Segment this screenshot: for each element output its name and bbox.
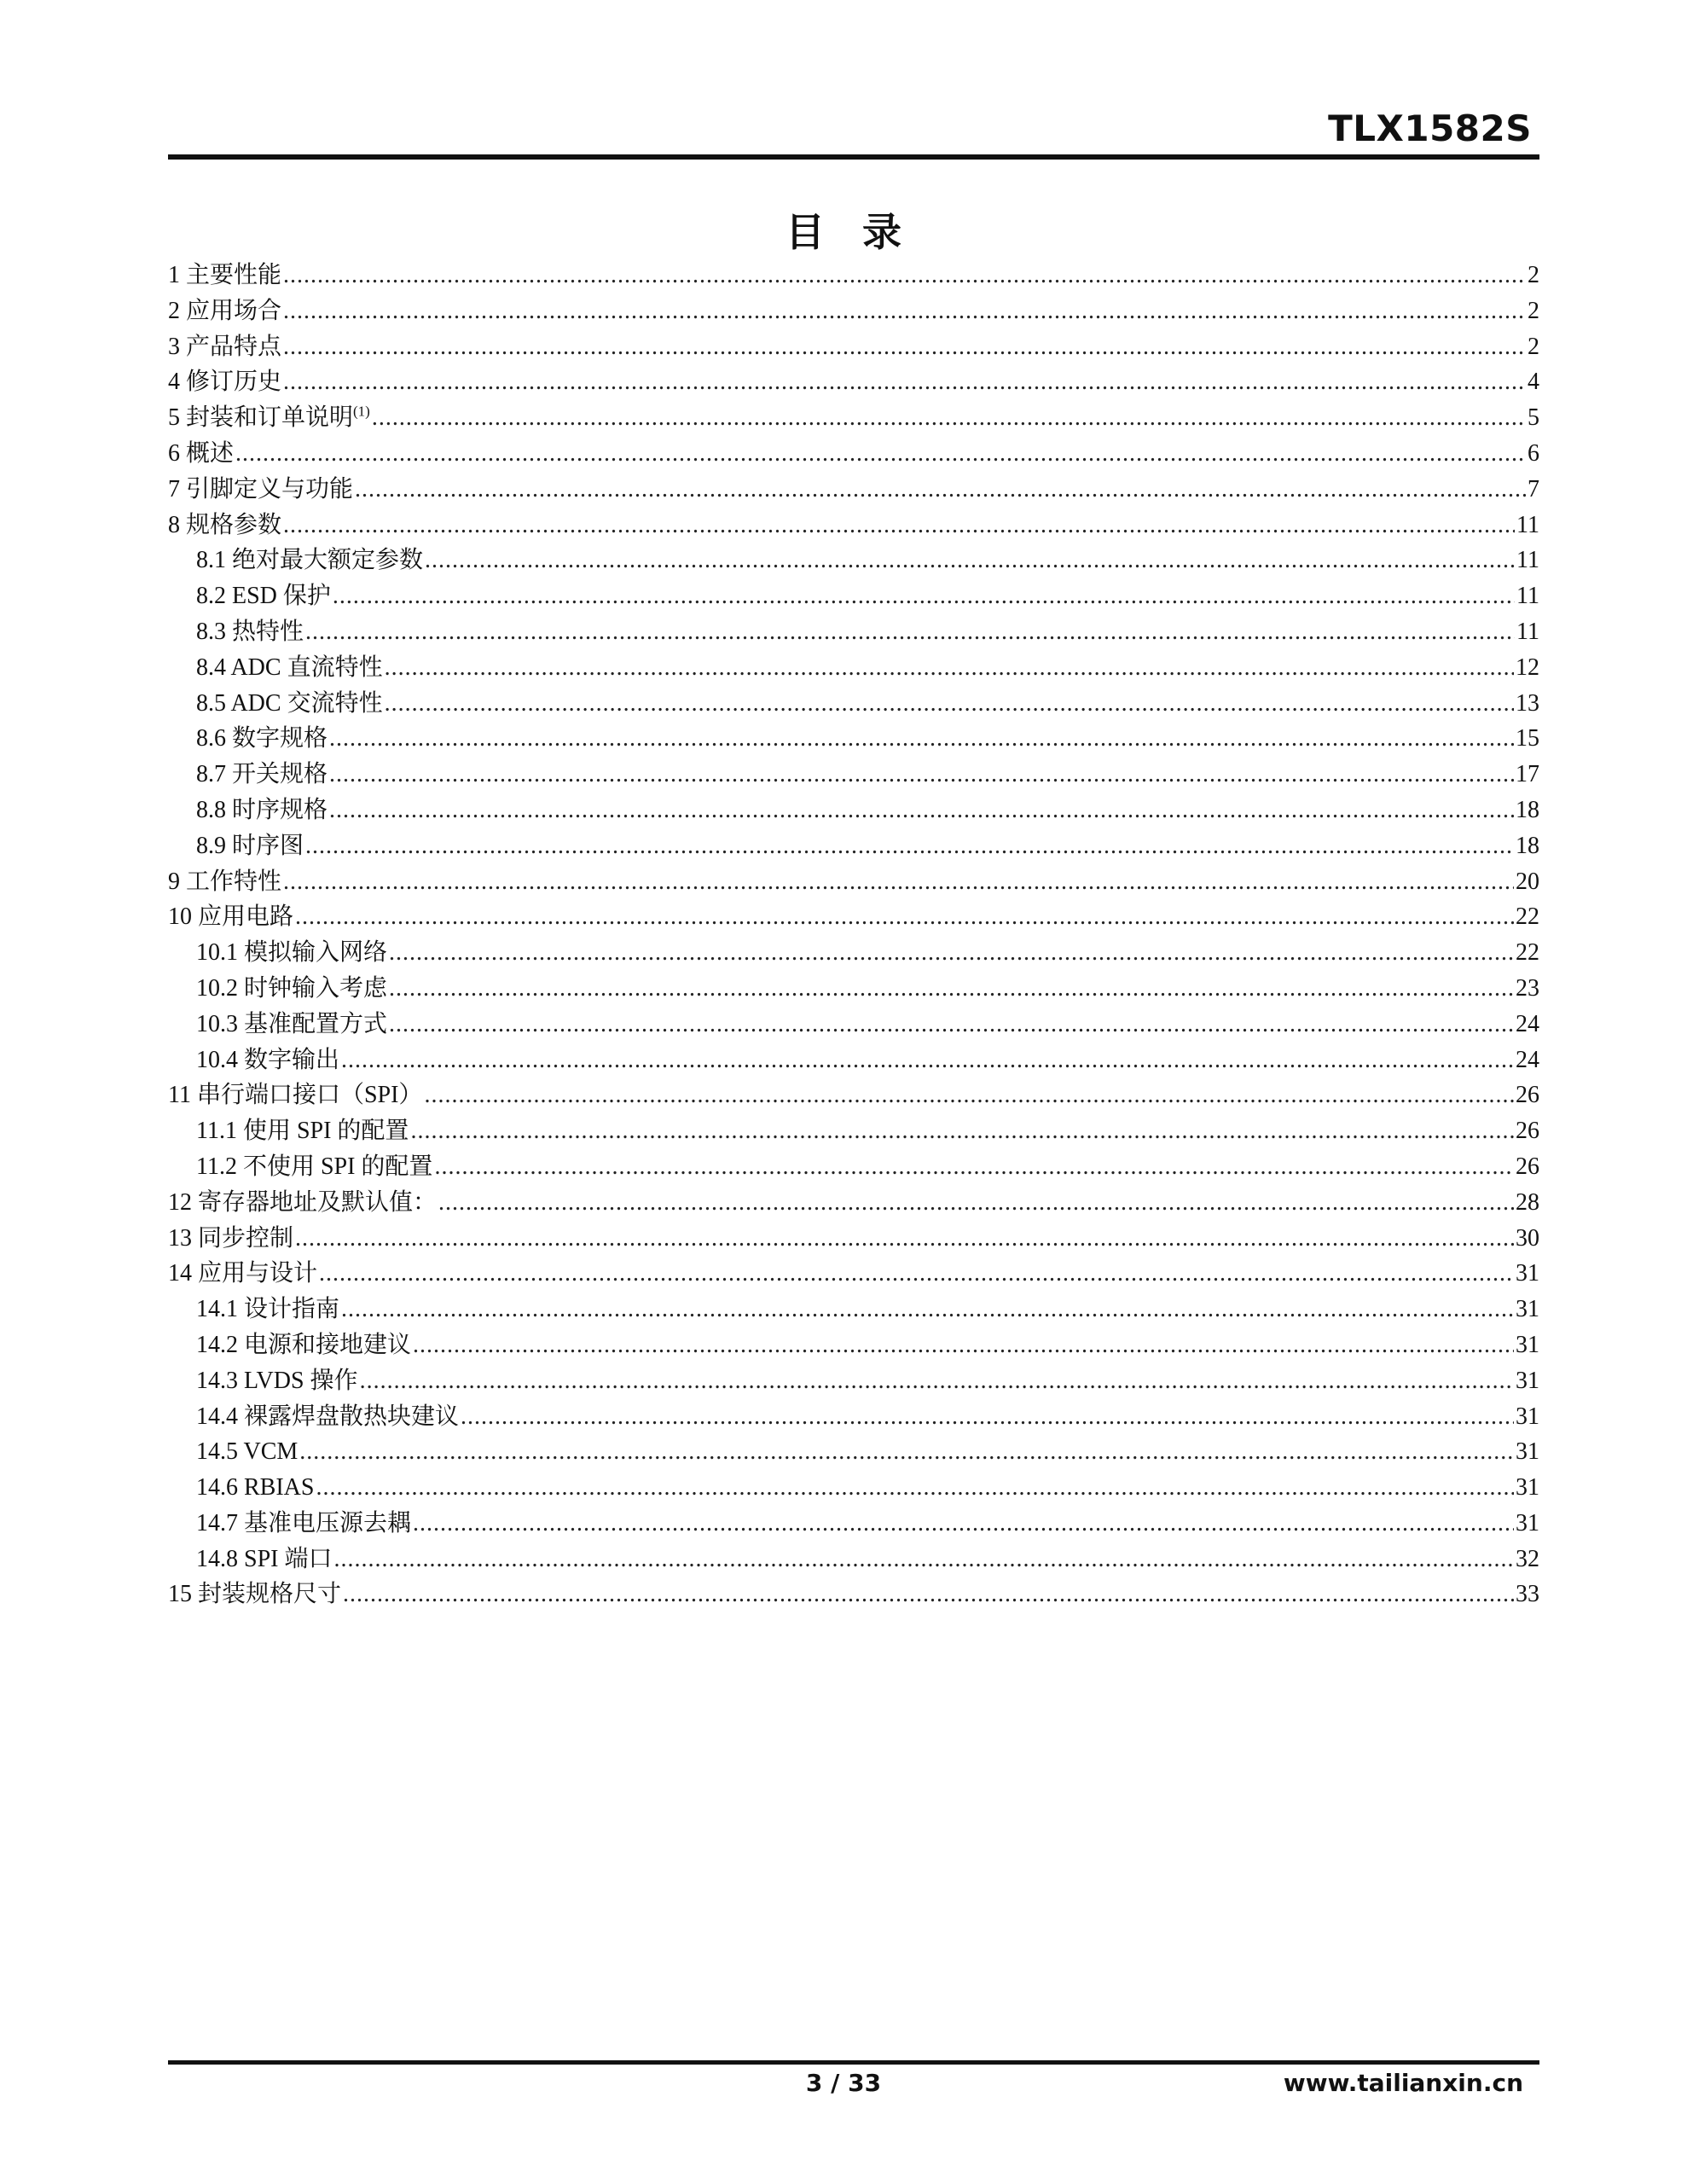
toc-dot-leader <box>283 508 1515 543</box>
toc-entry-page: 18 <box>1516 832 1539 859</box>
toc-entry-label-text: 8.9 时序图 <box>196 832 304 859</box>
toc-entry[interactable] <box>168 1007 1539 1043</box>
toc-entry-label <box>196 1470 314 1506</box>
toc-entry[interactable] <box>168 935 1539 971</box>
toc-entry-label <box>168 400 370 436</box>
toc-entry-label <box>196 1542 332 1577</box>
toc-entry[interactable] <box>168 757 1539 793</box>
toc-entry-page: 17 <box>1516 761 1539 788</box>
toc-entry-page: 31 <box>1516 1260 1539 1287</box>
toc-entry-label-text: 5 封装和订单说明 <box>168 404 354 432</box>
footer-divider <box>168 2060 1539 2065</box>
toc-dot-leader <box>295 899 1514 935</box>
toc-entry-page: 11 <box>1516 583 1539 610</box>
toc-entry-label-text: 14.3 LVDS 操作 <box>196 1367 358 1394</box>
toc-entry-page: 11 <box>1516 547 1539 574</box>
toc-entry[interactable] <box>168 793 1539 828</box>
toc-entry-page: 2 <box>1528 333 1539 360</box>
toc-entry-page: 2 <box>1528 262 1539 288</box>
toc-dot-leader <box>305 614 1515 650</box>
toc-entry-label <box>196 1506 411 1542</box>
toc-dot-leader <box>329 793 1514 828</box>
toc-entry-label-text: 11 串行端口接口（SPI） <box>168 1082 423 1109</box>
toc-entry-label-text: 2 应用场合 <box>168 297 282 324</box>
toc-dot-leader <box>343 1577 1514 1612</box>
toc-entry-label-text: 10.3 基准配置方式 <box>196 1010 388 1037</box>
toc-entry[interactable] <box>168 971 1539 1007</box>
toc-entry[interactable] <box>168 1327 1539 1363</box>
toc-entry-page: 30 <box>1516 1224 1539 1252</box>
toc-entry-page: 15 <box>1516 725 1539 752</box>
toc-dot-leader <box>299 1434 1514 1470</box>
toc-entry[interactable] <box>168 1221 1539 1257</box>
toc-dot-leader <box>434 1149 1514 1185</box>
toc-entry-label <box>168 1185 437 1221</box>
toc-entry-label <box>196 935 387 971</box>
toc-entry[interactable] <box>168 1043 1539 1078</box>
toc-entry-page: 4 <box>1528 369 1539 396</box>
toc-dot-leader <box>424 1077 1514 1113</box>
toc-entry-page: 26 <box>1516 1118 1539 1145</box>
toc-entry-page: 13 <box>1516 689 1539 717</box>
toc-entry-label-text: 14 应用与设计 <box>168 1260 318 1287</box>
toc-entry[interactable] <box>168 472 1539 508</box>
toc-entry-label <box>196 1043 339 1078</box>
toc-entry-label <box>196 757 328 793</box>
toc-entry-label <box>168 1221 293 1257</box>
toc-entry-label <box>168 1256 317 1292</box>
toc-entry-label-text: 12 寄存器地址及默认值： <box>168 1188 438 1216</box>
toc-dot-leader <box>235 436 1526 472</box>
toc-entry-page: 2 <box>1528 297 1539 324</box>
toc-entry-label-text: 8.3 热特性 <box>196 618 304 645</box>
toc-entry-page: 31 <box>1516 1438 1539 1466</box>
toc-entry[interactable] <box>168 258 1539 293</box>
toc-entry-label-text: 8.5 ADC 交流特性 <box>196 689 383 717</box>
toc-entry-label <box>168 864 281 900</box>
toc-entry-label-text: 8.8 时序规格 <box>196 796 328 823</box>
toc-entry[interactable] <box>168 1506 1539 1542</box>
toc-entry-label <box>196 1292 339 1327</box>
toc-dot-leader <box>329 721 1514 757</box>
toc-entry-page: 31 <box>1516 1474 1539 1502</box>
toc-entry-label <box>196 793 328 828</box>
toc-entry-label <box>168 1577 341 1612</box>
toc-entry-label-text: 3 产品特点 <box>168 333 282 360</box>
toc-entry-label <box>196 686 383 722</box>
toc-dot-leader <box>410 1113 1514 1149</box>
toc-dot-leader <box>333 1542 1514 1577</box>
toc-entry-page: 31 <box>1516 1296 1539 1323</box>
toc-entry[interactable] <box>168 864 1539 900</box>
toc-entry-page: 26 <box>1516 1082 1539 1109</box>
toc-entry-label-text: 14.4 裸露焊盘散热块建议 <box>196 1403 460 1430</box>
toc-entry-label <box>196 1007 387 1043</box>
toc-entry[interactable] <box>168 508 1539 543</box>
toc-dot-leader <box>413 1506 1514 1542</box>
toc-entry-page: 28 <box>1516 1188 1539 1216</box>
toc-entry-page: 5 <box>1528 404 1539 432</box>
document-model-header: TLX1582S <box>1328 107 1532 149</box>
toc-dot-leader <box>461 1399 1514 1435</box>
toc-entry-page: 20 <box>1516 868 1539 895</box>
toc-entry-footnote-mark: (1) <box>353 403 370 420</box>
toc-dot-leader <box>329 757 1514 793</box>
toc-entry[interactable] <box>168 650 1539 686</box>
toc-dot-leader <box>283 258 1526 293</box>
toc-entry[interactable] <box>168 1542 1539 1577</box>
toc-entry-page: 32 <box>1516 1545 1539 1572</box>
toc-entry-label <box>196 971 387 1007</box>
toc-dot-leader <box>295 1221 1514 1257</box>
toc-entry[interactable] <box>168 686 1539 722</box>
toc-entry-label-text: 9 工作特性 <box>168 868 282 895</box>
toc-entry[interactable] <box>168 1363 1539 1399</box>
toc-dot-leader <box>283 329 1526 365</box>
table-of-contents <box>168 258 1539 1612</box>
toc-dot-leader <box>438 1185 1514 1221</box>
toc-entry-label-text: 14.2 电源和接地建议 <box>196 1331 412 1358</box>
toc-entry[interactable] <box>168 828 1539 864</box>
toc-dot-leader <box>372 400 1526 436</box>
toc-dot-leader <box>389 1007 1514 1043</box>
toc-entry[interactable] <box>168 1292 1539 1327</box>
toc-entry-page: 33 <box>1516 1581 1539 1608</box>
toc-entry[interactable] <box>168 1077 1539 1113</box>
toc-entry-label-text: 1 主要性能 <box>168 262 282 288</box>
toc-entry-page: 31 <box>1516 1509 1539 1536</box>
toc-entry[interactable] <box>168 1113 1539 1149</box>
toc-entry-page: 7 <box>1528 475 1539 502</box>
toc-entry[interactable] <box>168 1399 1539 1435</box>
toc-dot-leader <box>425 543 1515 578</box>
toc-entry[interactable] <box>168 1256 1539 1292</box>
toc-entry-label-text: 11.2 不使用 SPI 的配置 <box>196 1153 433 1180</box>
toc-entry[interactable] <box>168 293 1539 329</box>
toc-entry-label-text: 10.2 时钟输入考虑 <box>196 974 388 1002</box>
toc-entry-label <box>196 650 383 686</box>
toc-entry-page: 26 <box>1516 1153 1539 1180</box>
toc-entry-label-text: 14.8 SPI 端口 <box>196 1545 333 1572</box>
toc-entry[interactable] <box>168 436 1539 472</box>
toc-entry-page: 18 <box>1516 796 1539 823</box>
toc-entry-label <box>196 614 304 650</box>
toc-entry-label <box>168 1077 422 1113</box>
toc-entry-label-text: 8.7 开关规格 <box>196 761 328 788</box>
toc-entry-label-text: 13 同步控制 <box>168 1224 294 1252</box>
toc-entry[interactable] <box>168 1149 1539 1185</box>
toc-entry-label <box>196 1149 432 1185</box>
toc-entry-label <box>196 1327 411 1363</box>
toc-entry-label-text: 8.6 数字规格 <box>196 725 328 752</box>
toc-entry-page: 24 <box>1516 1010 1539 1037</box>
toc-entry-page: 22 <box>1516 903 1539 931</box>
toc-entry-label <box>196 1434 298 1470</box>
toc-entry-page: 12 <box>1516 653 1539 681</box>
toc-dot-leader <box>305 828 1514 864</box>
toc-entry[interactable] <box>168 364 1539 400</box>
toc-dot-leader <box>413 1327 1514 1363</box>
toc-entry-label-text: 11.1 使用 SPI 的配置 <box>196 1118 409 1145</box>
toc-entry-page: 11 <box>1516 511 1539 538</box>
toc-entry[interactable] <box>168 1577 1539 1612</box>
toc-entry-label-text: 14.5 VCM <box>196 1438 299 1466</box>
toc-entry-page: 11 <box>1516 618 1539 645</box>
toc-title-char-1: 目 <box>786 209 825 255</box>
toc-entry[interactable] <box>168 543 1539 578</box>
toc-entry-label-text: 8 规格参数 <box>168 511 282 538</box>
toc-dot-leader <box>341 1043 1514 1078</box>
toc-entry[interactable] <box>168 721 1539 757</box>
toc-entry-label-text: 4 修订历史 <box>168 369 282 396</box>
toc-entry-label <box>196 578 331 614</box>
toc-entry-label <box>196 1399 459 1435</box>
toc-entry-label-text: 10.4 数字输出 <box>196 1046 340 1073</box>
toc-entry-label-text: 14.1 设计指南 <box>196 1296 340 1323</box>
toc-dot-leader <box>283 364 1526 400</box>
toc-dot-leader <box>316 1470 1514 1506</box>
toc-entry-label <box>168 258 281 293</box>
toc-dot-leader <box>385 650 1514 686</box>
toc-entry[interactable] <box>168 1185 1539 1221</box>
toc-entry-page: 31 <box>1516 1403 1539 1430</box>
toc-dot-leader <box>389 971 1514 1007</box>
toc-entry-label-text: 8.4 ADC 直流特性 <box>196 653 383 681</box>
toc-entry[interactable] <box>168 1434 1539 1470</box>
toc-entry-label <box>168 508 281 543</box>
toc-entry[interactable] <box>168 1470 1539 1506</box>
toc-entry-page: 22 <box>1516 939 1539 967</box>
toc-entry-label <box>168 293 281 329</box>
toc-entry-label <box>168 472 353 508</box>
toc-entry-label-text: 7 引脚定义与功能 <box>168 475 354 502</box>
toc-dot-leader <box>389 935 1514 971</box>
toc-entry[interactable] <box>168 329 1539 365</box>
toc-entry-label-text: 15 封装规格尺寸 <box>168 1581 342 1608</box>
toc-title-char-2: 录 <box>862 209 901 255</box>
header-divider <box>168 154 1539 160</box>
toc-entry-label-text: 10.1 模拟输入网络 <box>196 939 388 967</box>
toc-dot-leader <box>385 686 1514 722</box>
toc-entry-label-text: 10 应用电路 <box>168 903 294 931</box>
toc-entry-label <box>168 436 234 472</box>
toc-entry-label <box>168 899 293 935</box>
toc-entry-page: 23 <box>1516 974 1539 1002</box>
toc-entry-label <box>196 1113 409 1149</box>
toc-dot-leader <box>341 1292 1514 1327</box>
toc-dot-leader <box>333 578 1515 614</box>
toc-dot-leader <box>283 293 1526 329</box>
toc-entry-label <box>168 364 281 400</box>
toc-entry-page: 31 <box>1516 1331 1539 1358</box>
toc-entry-label <box>196 828 304 864</box>
toc-dot-leader <box>355 472 1526 508</box>
toc-dot-leader <box>319 1256 1514 1292</box>
toc-entry-page: 6 <box>1528 439 1539 467</box>
toc-entry[interactable] <box>168 578 1539 614</box>
toc-entry[interactable] <box>168 614 1539 650</box>
toc-entry-label-text: 14.6 RBIAS <box>196 1474 315 1502</box>
toc-dot-leader <box>283 864 1514 900</box>
toc-entry-label <box>196 721 328 757</box>
toc-dot-leader <box>360 1363 1514 1399</box>
toc-entry-label <box>196 543 423 578</box>
toc-entry-label-text: 14.7 基准电压源去耦 <box>196 1509 412 1536</box>
toc-entry-label-text: 8.1 绝对最大额定参数 <box>196 547 424 574</box>
toc-title <box>0 201 1687 258</box>
toc-entry-label <box>196 1363 358 1399</box>
toc-entry-label-text: 6 概述 <box>168 439 235 467</box>
toc-entry[interactable] <box>168 899 1539 935</box>
toc-entry-label-text: 8.2 ESD 保护 <box>196 583 331 610</box>
website-url: www.tailianxin.cn <box>1283 2069 1523 2097</box>
toc-entry-page: 31 <box>1516 1367 1539 1394</box>
toc-entry-label <box>168 329 281 365</box>
toc-entry[interactable] <box>168 400 1539 436</box>
toc-entry-page: 24 <box>1516 1046 1539 1073</box>
page-number: 3 / 33 <box>805 2069 882 2097</box>
